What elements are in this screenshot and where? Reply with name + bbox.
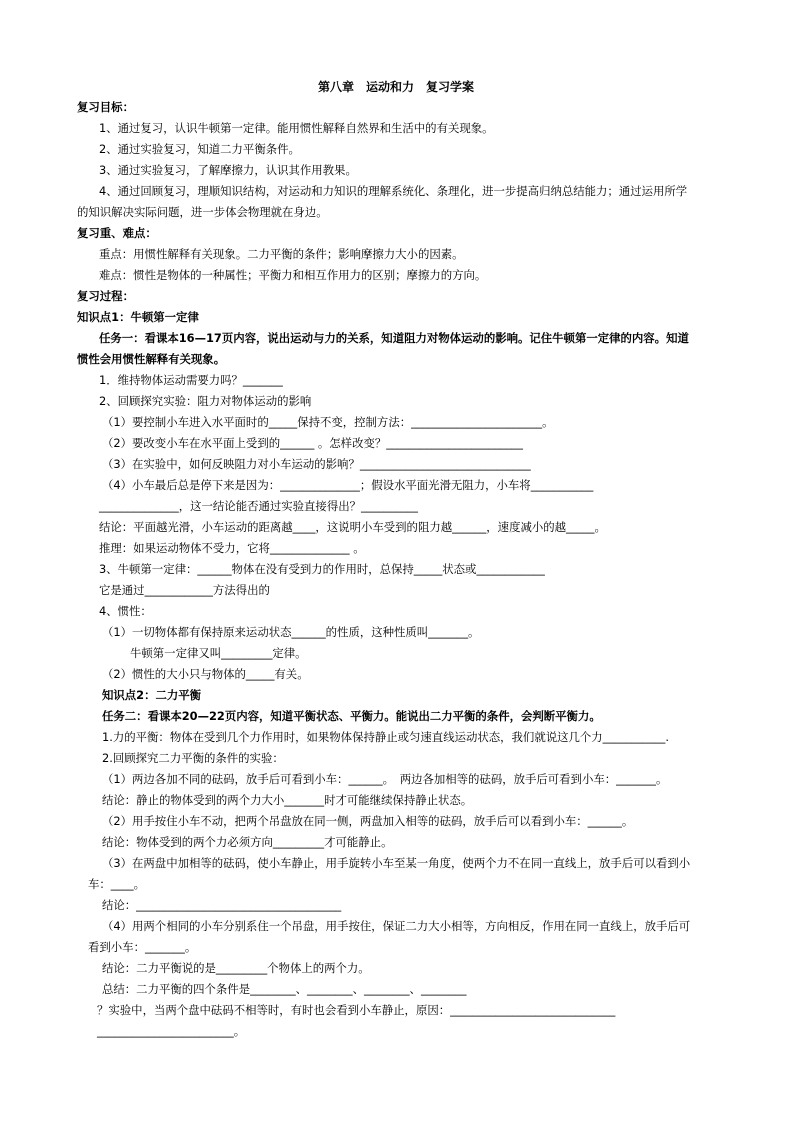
inference-line: 推理：如果运动物体不受力，它将______________ 。	[99, 541, 365, 555]
knowledge-point-2-heading: 知识点2：二力平衡	[102, 688, 202, 702]
conclusion-line-1: 结论：平面越光滑，小车运动的距离越____，这说明小车受到的阻力越______，速度减小的越_____。	[99, 520, 606, 534]
question-2: 2、回顾探究实验：阻力对物体运动的影响	[99, 394, 312, 408]
experiment-1-conclusion: 结论：静止的物体受到的两个力大小_______时才可能继续保持静止状态。	[102, 793, 473, 807]
goal-item-4-cont: 的知识解决实际问题，进一步体会物理就在身边。	[77, 205, 328, 219]
question-2-1: （1）要控制小车进入水平面时的_____保持不变，控制方法：_______________________。	[102, 415, 554, 429]
experiment-4-cont: 看到小车：_______。	[88, 940, 197, 954]
goal-item-3: 3、通过实验复习，了解摩擦力，认识其作用教果。	[99, 163, 357, 177]
experiment-3: （3）在两盘中加相等的砝码，使小车静止，用手旋转小车至某一角度，使两个力不在同一直线上，放手后可以看到小	[102, 856, 691, 870]
question-2-4-cont: ______________，这一结论能否通过实验直接得出？__________	[99, 499, 418, 513]
experiment-3-cont: 车：____。	[88, 877, 145, 891]
goal-item-4: 4、通过回顾复习，理顺知识结构，对运动和力知识的理解系统化、条理化，进一步提高归纳总结能力；通过运用所学	[99, 184, 688, 198]
task-2-instruction: 任务二：看课本20—22页内容，知道平衡状态、平衡力。能说出二力平衡的条件，会判断平衡力。	[102, 709, 601, 723]
experiment-3-conclusion: 结论：____________________________________	[102, 898, 342, 912]
question-2-2: （2）要改变小车在水平面上受到的______ 。怎样改变？________________________	[102, 436, 523, 450]
experiment-2-conclusion: 结论：物体受到的两个力必须方向_________才可能静止。	[102, 835, 393, 849]
question-2-3: （3）在实验中，如何反映阻力对小车运动的影响？______________________________	[102, 457, 531, 471]
force-balance-1: 1.力的平衡：物体在受到几个力作用时，如果物体保持静止或匀速直线运动状态，我们就说这几个力___________.	[102, 730, 669, 744]
section-heading-key-points: 复习重、难点：	[77, 226, 157, 240]
experiment-4-conclusion: 结论：二力平衡说的是_________个物体上的两个力。	[102, 961, 370, 975]
question-2-4: （4）小车最后总是停下来是因为：______________；假设水平面光滑无阻力，小车将___________	[102, 478, 594, 492]
document-title: 第八章 运动和力 复习学案	[318, 80, 475, 94]
experiment-2: （2）用手按住小车不动，把两个吊盘放在同一侧，两盘加入相等的砝码，放手后可以看到小车：______。	[102, 814, 634, 828]
key-point-line: 重点：用惯性解释有关现象。二力平衡的条件；影响摩擦力大小的因素。	[99, 247, 464, 261]
force-balance-2: 2.回顾探究二力平衡的条件的实验：	[102, 751, 284, 765]
question-4-2: （2）惯性的大小只与物体的_____有关。	[102, 667, 309, 681]
question-4-1-cont: 牛顿第一定律又叫_________定律。	[130, 646, 307, 660]
experiment-4: （4）用两个相同的小车分别系住一个吊盘，用手按住，保证二力大小相等，方向相反，作用在同一直线上，放手后可	[102, 919, 691, 933]
goal-item-2: 2、通过实验复习，知道二力平衡条件。	[99, 142, 300, 156]
summary-line: 总结：二力平衡的四个条件是________、________、________、________	[102, 982, 467, 996]
question-mark-line-cont: ________________________。	[97, 1024, 246, 1038]
question-3: 3、牛顿第一定律：______物体在没有受到力的作用时，总保持_____状态或____________	[99, 562, 545, 576]
question-mark-line: ？实验中，当两个盘中砝码不相等时，有时也会看到小车静止，原因：_____________________________	[97, 1003, 616, 1017]
difficult-point-line: 难点：惯性是物体的一种属性；平衡力和相互作用力的区别；摩擦力的方向。	[99, 268, 487, 282]
goal-item-1: 1、通过复习，认识牛顿第一定律。能用惯性解释自然界和生活中的有关现象。	[99, 121, 494, 135]
question-4-1: （1）一切物体都有保持原来运动状态______的性质，这种性质叫_______。	[102, 625, 480, 639]
question-1: 1．维持物体运动需要力吗？_______	[99, 373, 283, 387]
task-1-instruction: 任务一：看课本16—17页内容，说出运动与力的关系，知道阻力对物体运动的影响。记住牛顿第一定律的内容。知道	[99, 331, 689, 345]
knowledge-point-1-heading: 知识点1：牛顿第一定律	[77, 310, 199, 324]
experiment-1: （1）两边各加不同的砝码，放手后可看到小车：______。 两边各加相等的砝码，放手后可看到小车：_______。	[102, 772, 668, 786]
task-1-instruction-cont: 惯性会用惯性解释有关现象。	[77, 352, 226, 366]
question-3-cont: 它是通过____________方法得出的	[99, 583, 270, 597]
question-4: 4、惯性：	[99, 604, 152, 618]
section-heading-review-process: 复习过程：	[77, 289, 134, 303]
section-heading-review-goals: 复习目标：	[77, 100, 134, 114]
